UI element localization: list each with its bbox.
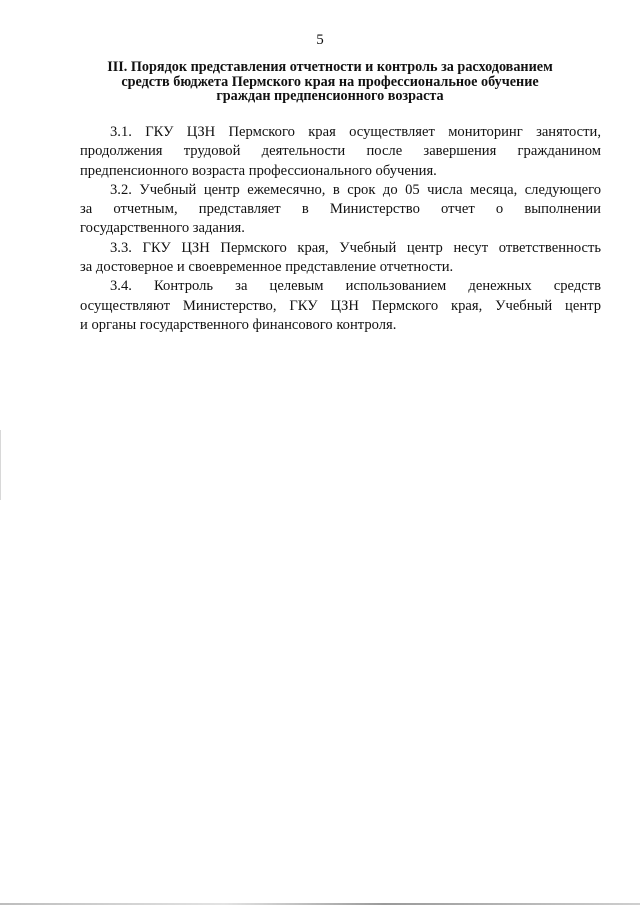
paragraph-line: за достоверное и своевременное представление отчетности. [80, 259, 454, 276]
section-title-line: III. Порядок представления отчетности и контроль за расходованием [107, 59, 553, 75]
paragraph-line: за отчетным, представляет в Министерство отчет о выполнении [80, 201, 601, 218]
paragraph-3-3 [80, 239, 601, 278]
scan-edge-mark [0, 430, 1, 500]
paragraph-3-4 [80, 277, 601, 335]
paragraph-line: предпенсионного возраста профессионального обучения. [80, 162, 437, 179]
paragraph-line: 3.1. ГКУ ЦЗН Пермского края осуществляет мониторинг занятости, [110, 124, 601, 140]
paragraph-line: осуществляют Министерство, ГКУ ЦЗН Пермского края, Учебный центр [80, 297, 601, 314]
paragraph-line: государственного задания. [80, 220, 245, 237]
section-title [80, 60, 580, 104]
paragraph-line: 3.2. Учебный центр ежемесячно, в срок до 05 числа месяца, следующего [110, 181, 601, 198]
paragraph-line: продолжения трудовой деятельности после завершения гражданином [80, 143, 601, 160]
paragraph-line: и органы государственного финансового контроля. [80, 316, 397, 333]
paragraph-3-1 [80, 123, 601, 181]
section-body [80, 123, 601, 335]
section-title-line: средств бюджета Пермского края на профессиональное обучение [121, 73, 539, 90]
page-number: 5 [316, 32, 324, 48]
paragraph-line: 3.3. ГКУ ЦЗН Пермского края, Учебный центр несут ответственность [110, 239, 601, 256]
section-title-line: граждан предпенсионного возраста [216, 88, 444, 104]
paragraph-line: 3.4. Контроль за целевым использованием денежных средств [110, 278, 601, 295]
paragraph-3-2 [80, 181, 601, 239]
